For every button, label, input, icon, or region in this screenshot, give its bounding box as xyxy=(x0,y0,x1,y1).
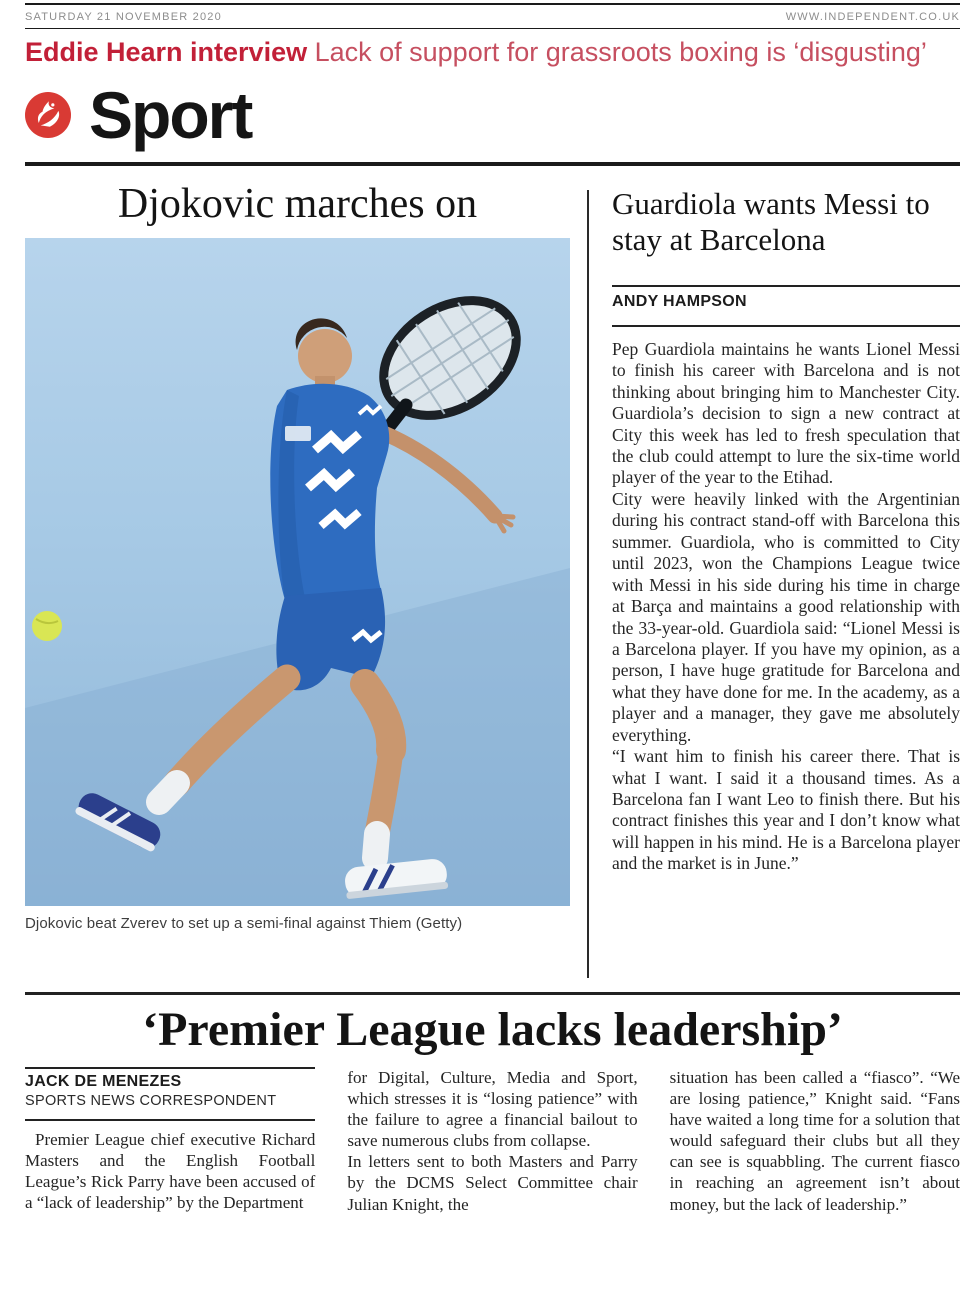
bottom-col-3 xyxy=(670,1067,960,1263)
byline-block xyxy=(612,285,960,327)
paragraph: Premier League chief executive Richard Masters and the English Football League’s Rick Parry have been accused of a “lack of leadership” by the Department xyxy=(25,1130,316,1213)
masthead xyxy=(25,72,960,162)
teaser-text: Lack of support for grassroots boxing is ‘disgusting’ xyxy=(307,37,927,67)
paragraph: situation has been called a “fiasco”. “We are losing patience,” Knight said. “Fans have waited a long time for a solution that would safeguard their clubs but all they can see is squabbling. The current fiasco in reaching an agreement isn’t about money, but the lack of leadership.” xyxy=(669,1068,960,1214)
paragraph: Pep Guardiola maintains he wants Lionel Messi to finish his career with Barcelona and is not thinking about bringing him to Manchester City. Guardiola’s decision to sign a new contract at City this week has led to fresh speculation that the club could attempt to lure the six-time world player of the year to the Etihad. xyxy=(612,338,960,488)
lead-photo xyxy=(25,238,570,906)
bottom-story-columns xyxy=(25,1067,960,1263)
bottom-headline: ‘Premier League lacks leadership’ xyxy=(142,1002,843,1056)
date-label: SATURDAY 21 NOVEMBER 2020 xyxy=(25,10,222,23)
tennis-ball xyxy=(32,611,62,641)
lead-headline: Djokovic marches on xyxy=(117,180,478,227)
bottom-col-2 xyxy=(347,1067,637,1263)
main-section xyxy=(25,166,960,992)
website-label: WWW.INDEPENDENT.CO.UK xyxy=(785,10,960,23)
independent-eagle-icon xyxy=(25,92,71,138)
paragraph: for Digital, Culture, Media and Sport, which stresses it is “losing patience” with the failure to agree a financial bailout to save numerous clubs from collapse. xyxy=(347,1068,638,1151)
paragraph: In letters sent to both Masters and Parry by the DCMS Select Committee chair Julian Knight, the xyxy=(347,1152,638,1214)
paragraph: City were heavily linked with the Argentinian during his contract stand-off with Barcelona this summer. Guardiola, who is committed to City until 2023, won the Champions League twice with Messi in his side during his time in charge at Barça and maintains a good relationship with the 33-year-old. Guardiola said: “Lionel Messi is a Barcelona player. If you have my opinion, as a person, I have huge gratitude for Barcelona and what they have done for me. In the academy, as a player and a manager, they gave me absolutely everything. xyxy=(612,488,960,745)
secondary-headline: Guardiola wants Messi to stay at Barcelona xyxy=(612,185,930,258)
bottom-byline-role: SPORTS NEWS CORRESPONDENT xyxy=(25,1093,277,1110)
teaser-strip xyxy=(25,29,960,72)
secondary-body xyxy=(612,339,960,875)
secondary-story-column xyxy=(589,166,960,992)
byline-author: ANDY HAMPSON xyxy=(612,292,747,310)
meta-row xyxy=(25,5,960,28)
bottom-col-1 xyxy=(25,1067,315,1263)
lead-story-column xyxy=(25,166,570,992)
photo-caption: Djokovic beat Zverev to set up a semi-final against Thiem (Getty) xyxy=(25,914,463,932)
bottom-byline-author: JACK DE MENEZES xyxy=(25,1073,182,1091)
teaser-title: Eddie Hearn interview xyxy=(25,37,308,67)
section-title: Sport xyxy=(89,77,252,152)
paragraph: “I want him to finish his career there. That is what I want. I said it a thousand times. As a Barcelona fan I want Leo to finish there. But his contract finishes this year and I don’t know what will happen in his mind. He is a Barcelona player and the market is in June.” xyxy=(612,746,960,874)
